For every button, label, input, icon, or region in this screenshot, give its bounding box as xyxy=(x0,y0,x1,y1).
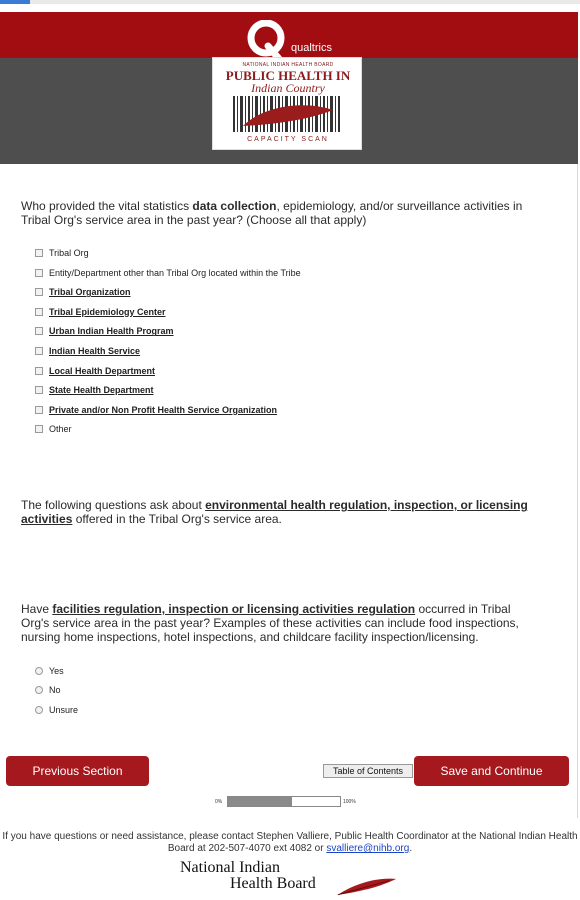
progress-max-label: 100% xyxy=(343,799,356,805)
checkbox[interactable] xyxy=(35,327,43,335)
progress-bar xyxy=(227,796,341,807)
banner-subtitle-text: Indian Country xyxy=(251,81,325,95)
progress-bar-fill xyxy=(228,797,292,806)
q1-option[interactable] xyxy=(35,286,131,298)
option-label: Entity/Department other than Tribal Org located within the Tribe xyxy=(49,267,301,278)
radio-button[interactable] xyxy=(35,686,43,694)
feather-icon xyxy=(336,875,398,897)
question-1-text: Who provided the vital statistics data collection, epidemiology, and/or surveillance activities in Tribal Org's service area in the past year? (Choose all that apply) xyxy=(21,199,523,227)
previous-section-button[interactable]: Previous Section xyxy=(6,756,149,786)
q1-option[interactable] xyxy=(35,365,155,377)
q1-option[interactable] xyxy=(35,325,174,337)
option-label: Other xyxy=(49,424,72,435)
checkbox[interactable] xyxy=(35,347,43,355)
page-load-progress xyxy=(0,0,30,4)
checkbox[interactable] xyxy=(35,386,43,394)
nihb-logo-line1: National Indian xyxy=(180,859,280,876)
q1-option[interactable] xyxy=(35,247,89,259)
checkbox[interactable] xyxy=(35,367,43,375)
q1-option[interactable] xyxy=(35,404,277,416)
option-label: No xyxy=(49,685,61,696)
save-and-continue-button[interactable]: Save and Continue xyxy=(414,756,569,786)
banner-capacity-text: CAPACITY SCAN xyxy=(247,136,329,143)
radio-button[interactable] xyxy=(35,667,43,675)
radio-button[interactable] xyxy=(35,706,43,714)
brand-bar xyxy=(0,12,578,58)
option-label: Yes xyxy=(49,666,64,676)
checkbox[interactable] xyxy=(35,425,43,433)
checkbox[interactable] xyxy=(35,288,43,296)
nihb-logo xyxy=(180,857,400,897)
option-label: Tribal Organization xyxy=(49,287,131,298)
option-label: Indian Health Service xyxy=(49,346,141,356)
footer-help-text: If you have questions or need assistance, please contact Stephen Valliere, Public Health Coordinator at the National Indian Health Board at 202-507-4070 ext 4082 or svalliere@nihb.org. xyxy=(2,831,578,854)
checkbox[interactable] xyxy=(35,406,43,414)
q1-option[interactable] xyxy=(35,345,140,357)
page-load-bar xyxy=(0,0,580,4)
q1-option[interactable] xyxy=(35,423,72,435)
option-label: Tribal Org xyxy=(49,248,89,258)
q2-option[interactable] xyxy=(35,665,64,677)
nihb-logo-line2: Health Board xyxy=(230,875,316,892)
banner-org-text: NATIONAL INDIAN HEALTH BOARD xyxy=(242,62,334,68)
option-label: Urban Indian Health Program xyxy=(49,326,174,337)
contact-email-link[interactable]: svalliere@nihb.org xyxy=(326,843,410,854)
option-label: Local Health Department xyxy=(49,365,156,376)
brand-text: qualtrics xyxy=(291,42,332,54)
question-2-text: Have facilities regulation, inspection or licensing activities regulation occurred in Tribal Org's service area in the past year? Examples of these activities can include food inspections, nursing home inspections, hotel inspections, and childcare facility inspection/licensing. xyxy=(21,602,519,644)
section-intro-text: The following questions ask about environmental health regulation, inspection, or licensing activities offered in the Tribal Org's service area. xyxy=(21,498,528,526)
option-label: Unsure xyxy=(49,704,79,715)
q2-option[interactable] xyxy=(35,704,78,716)
checkbox[interactable] xyxy=(35,308,43,316)
q2-option[interactable] xyxy=(35,684,61,696)
table-of-contents-button[interactable]: Table of Contents xyxy=(323,764,413,778)
option-label: Tribal Epidemiology Center xyxy=(49,306,166,317)
q1-option[interactable] xyxy=(35,306,166,318)
option-label: State Health Department xyxy=(49,385,154,396)
option-label: Private and/or Non Profit Health Service Organization xyxy=(49,404,278,415)
banner-logo-image xyxy=(212,57,362,150)
progress-min-label: 0% xyxy=(215,799,223,805)
barcode-feather-graphic xyxy=(233,96,341,132)
q1-option[interactable] xyxy=(35,384,154,396)
checkbox[interactable] xyxy=(35,269,43,277)
banner-title-text: PUBLIC HEALTH IN xyxy=(225,68,351,83)
checkbox[interactable] xyxy=(35,249,43,257)
q1-option[interactable] xyxy=(35,267,301,279)
